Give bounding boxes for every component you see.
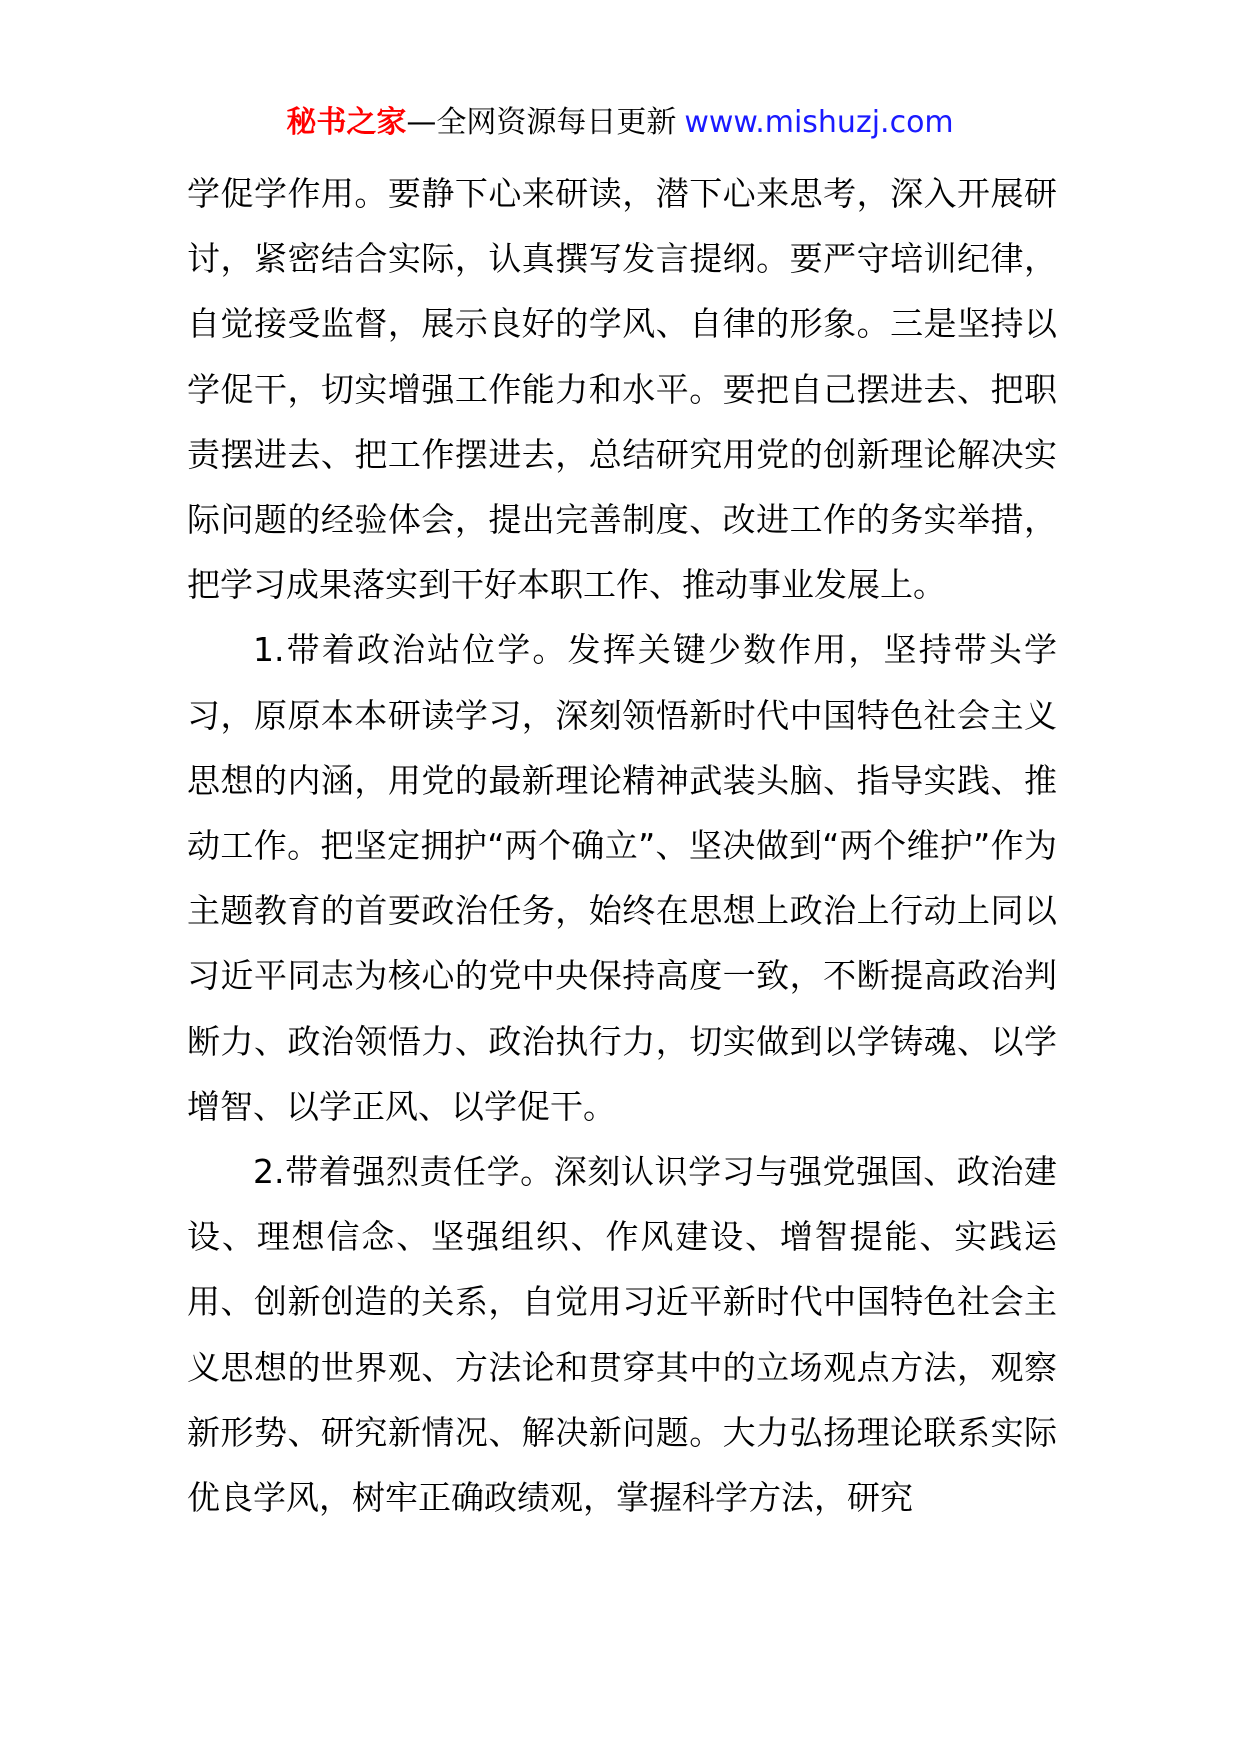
paragraph-item-1: 1.带着政治站位学。发挥关键少数作用，坚持带头学习，原原本本研读学习，深刻领悟新时代中国特色社会主义思想的内涵，用党的最新理论精神武装头脑、指导实践、推动工作。把坚定拥护“两个确立”、坚决做到“两个维护”作为主题教育的首要政治任务，始终在思想上政治上行动上同以习近平同志为核心的党中央保持高度一致，不断提高政治判断力、政治领悟力、政治执行力，切实做到以学铸魂、以学增智、以学正风、以学促干。 <box>187 630 1057 1126</box>
document-body <box>187 161 1057 1530</box>
paragraph-continued: 学促学作用。要静下心来研读，潜下心来思考，深入开展研讨，紧密结合实际，认真撰写发言提纲。要严守培训纪律，自觉接受监督，展示良好的学风、自律的形象。三是坚持以学促干，切实增强工作能力和水平。要把自己摆进去、把职责摆进去、把工作摆进去，总结研究用党的创新理论解决实际问题的经验体会，提出完善制度、改进工作的务实举措，把学习成果落实到干好本职工作、推动事业发展上。 <box>187 174 1057 605</box>
brand-name: 秘书之家 <box>286 105 407 140</box>
paragraph-item-2: 2.带着强烈责任学。深刻认识学习与强党强国、政治建设、理想信念、坚强组织、作风建设、增智提能、实践运用、创新创造的关系，自觉用习近平新时代中国特色社会主义思想的世界观、方法论和贯穿其中的立场观点方法，观察新形势、研究新情况、解决新问题。大力弘扬理论联系实际优良学风，树牢正确政绩观，掌握科学方法，研究 <box>187 1152 1057 1518</box>
page-header <box>0 102 1240 144</box>
header-tagline: —全网资源每日更新 <box>406 105 677 140</box>
website-link[interactable]: www.mishuzj.com <box>684 105 954 140</box>
